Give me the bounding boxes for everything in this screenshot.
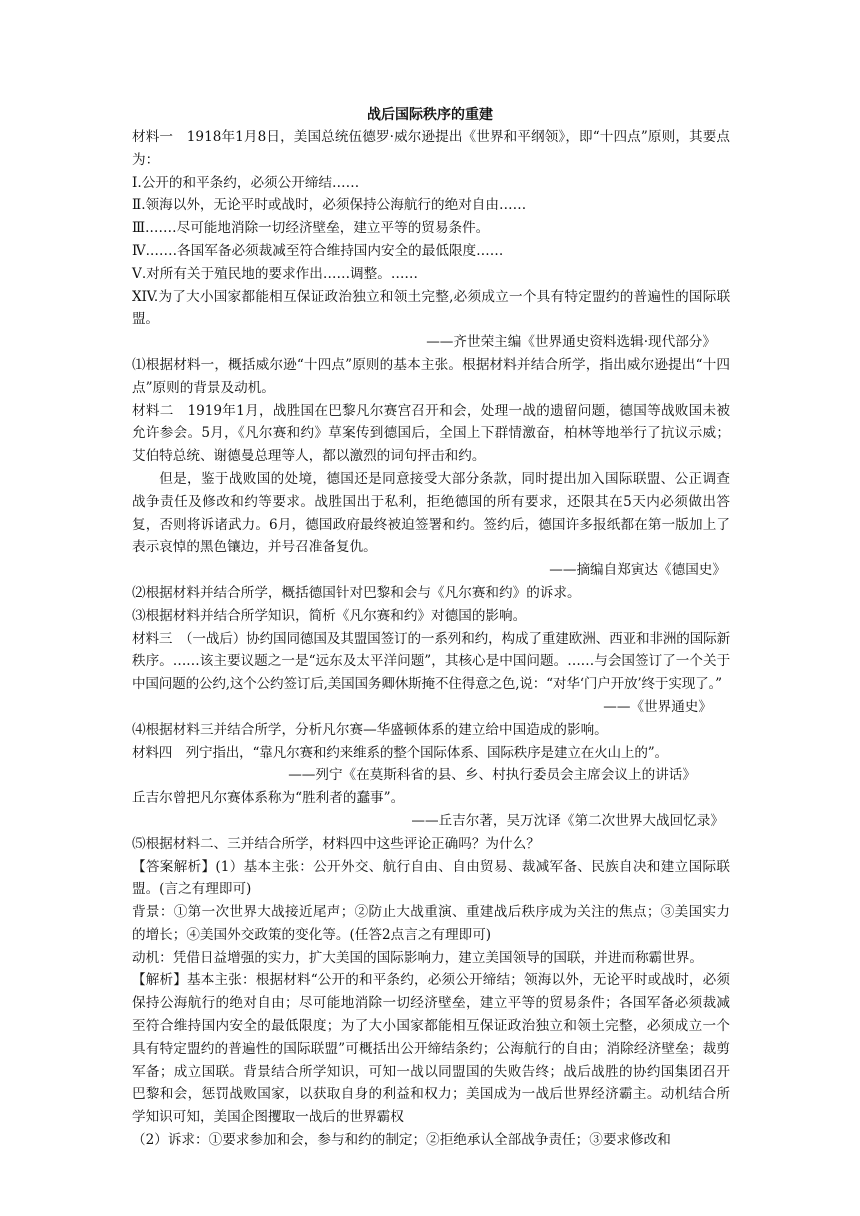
material-1-intro: 材料一 1918年1月8日，美国总统伍德罗·威尔逊提出《世界和平纲领》，即“十四点”原则，其要点为： xyxy=(132,129,730,168)
material-1-point-14: XIV.为了大小国家都能相互保证政治独立和领土完整,必须成立一个具有特定盟约的普遍性的国际联盟。 xyxy=(132,288,730,328)
answer-analysis: 【解析】基本主张：根据材料“公开的和平条约，必须公开缔结；领海以外，无论平时或战时，必须保持公海航行的绝对自由；尽可能地消除一切经济壁垒，建立平等的贸易条件；各国军备必须裁减至符合维持国内安全的最低限度；为了大小国家都能相互保证政治独立和领土完整，必须成立一个具有特定盟约的普遍性的国际联盟”可概括出公开缔结条约；公海航行的自由；消除经济壁垒；裁剪军备；成立国联。背景结合所学知识，可知一战以同盟国的失败告终；战后战胜的协约国集团召开巴黎和会，惩罚战败国家，以获取自身的利益和权力；美国成为一战后世界经济霸主。动机结合所学知识可知，美国企图攫取一战后的世界霸权 xyxy=(132,972,730,1126)
answer-1-main: 【答案解析】(1）基本主张：公开外交、航行自由、自由贸易、裁减军备、民族自决和建立国际联盟。(言之有理即可) xyxy=(132,858,730,898)
material-1-point-2: Ⅱ.领海以外，无论平时或战时，必须保持公海航行的绝对自由…… xyxy=(132,197,527,214)
material-4-source-lenin: ——列宁《在莫斯科省的县、乡、村执行委员会主席会议上的讲话》 xyxy=(288,767,696,784)
question-5: ⑸根据材料二、三并结合所学，材料四中这些评论正确吗？为什么？ xyxy=(132,835,540,852)
material-1-point-5: Ⅴ.对所有关于殖民地的要求作出……调整。…… xyxy=(132,265,419,282)
material-1-point-1: Ⅰ.公开的和平条约，必须公开缔结…… xyxy=(132,174,360,191)
question-3: ⑶根据材料并结合所学知识，简析《凡尔赛和约》对德国的影响。 xyxy=(132,607,527,624)
material-4-lenin: 材料四 列宁指出，“靠凡尔赛和约来维系的整个国际体系、国际秩序是建立在火山上的”。 xyxy=(132,744,668,761)
material-4-source-churchill: ——丘吉尔著，吴万沈译《第二次世界大战回忆录》 xyxy=(411,812,724,829)
material-3: 材料三 （一战后）协约国同德国及其盟国签订的一系列和约，构成了重建欧洲、西亚和非洲的国际新秩序。……该主要议题之一是“远东及太平洋问题”，其核心是中国问题。……与会国签订了一个关于中国问题的公约,这个公约签订后,美国国务卿休斯掩不住得意之色,说：“对华‘门户开放’终于实现了。” xyxy=(132,630,730,693)
question-4: ⑷根据材料三并结合所学，分析凡尔赛—华盛顿体系的建立给中国造成的影响。 xyxy=(132,721,608,738)
document-title: 战后国际秩序的重建 xyxy=(367,107,493,123)
material-2-paragraph-2: 但是，鉴于战败国的处境，德国还是同意接受大部分条款，同时提出加入国际联盟、公正调查战争责任及修改和约等要求。战胜国出于私利，拒绝德国的所有要求，还限其在5天内必须做出答复，否则将诉诸武力。6月，德国政府最终被迫签署和约。签约后，德国许多报纸都在第一版加上了表示哀悼的黑色镶边，并号召准备复仇。 xyxy=(132,470,730,556)
material-4-churchill: 丘吉尔曾把凡尔赛体系称为“胜利者的蠢事”。 xyxy=(132,790,405,807)
document-body xyxy=(132,126,730,1152)
material-1-source: ——齐世荣主编《世界通史资料选辑·现代部分》 xyxy=(426,334,716,351)
material-1-point-3: Ⅲ.……尽可能地消除一切经济壁垒，建立平等的贸易条件。 xyxy=(132,220,490,237)
material-2-paragraph-1: 材料二 1919年1月，战胜国在巴黎凡尔赛宫召开和会，处理一战的遗留问题，德国等战败国未被允许参会。5月，《凡尔赛和约》草案传到德国后，全国上下群情激奋，柏林等地举行了抗议示威；艾伯特总统、谢德曼总理等人，都以激烈的词句抨击和约。 xyxy=(132,402,730,465)
question-1: ⑴根据材料一，概括威尔逊“十四点”原则的基本主张。根据材料并结合所学，指出威尔逊提出“十四点”原则的背景及动机。 xyxy=(132,356,730,396)
material-2-source: ——摘编自郑寅达《德国史》 xyxy=(549,562,726,579)
question-2: ⑵根据材料并结合所学，概括德国针对巴黎和会与《凡尔赛和约》的诉求。 xyxy=(132,584,581,601)
material-1-point-4: Ⅳ.……各国军备必须裁减至符合维持国内安全的最低限度…… xyxy=(132,242,504,259)
material-3-source: ——《世界通史》 xyxy=(603,698,712,715)
answer-1-background: 背景：①第一次世界大战接近尾声；②防止大战重演、重建战后秩序成为关注的焦点；③美国实力的增长；④美国外交政策的变化等。(任答2点言之有理即可) xyxy=(132,904,730,943)
answer-1-motive: 动机：凭借日益增强的实力，扩大美国的国际影响力，建立美国领导的国联，并进而称霸世界。 xyxy=(132,949,703,966)
answer-2: （2）诉求：①要求参加和会，参与和约的制定；②拒绝承认全部战争责任；③要求修改和 xyxy=(132,1132,671,1149)
